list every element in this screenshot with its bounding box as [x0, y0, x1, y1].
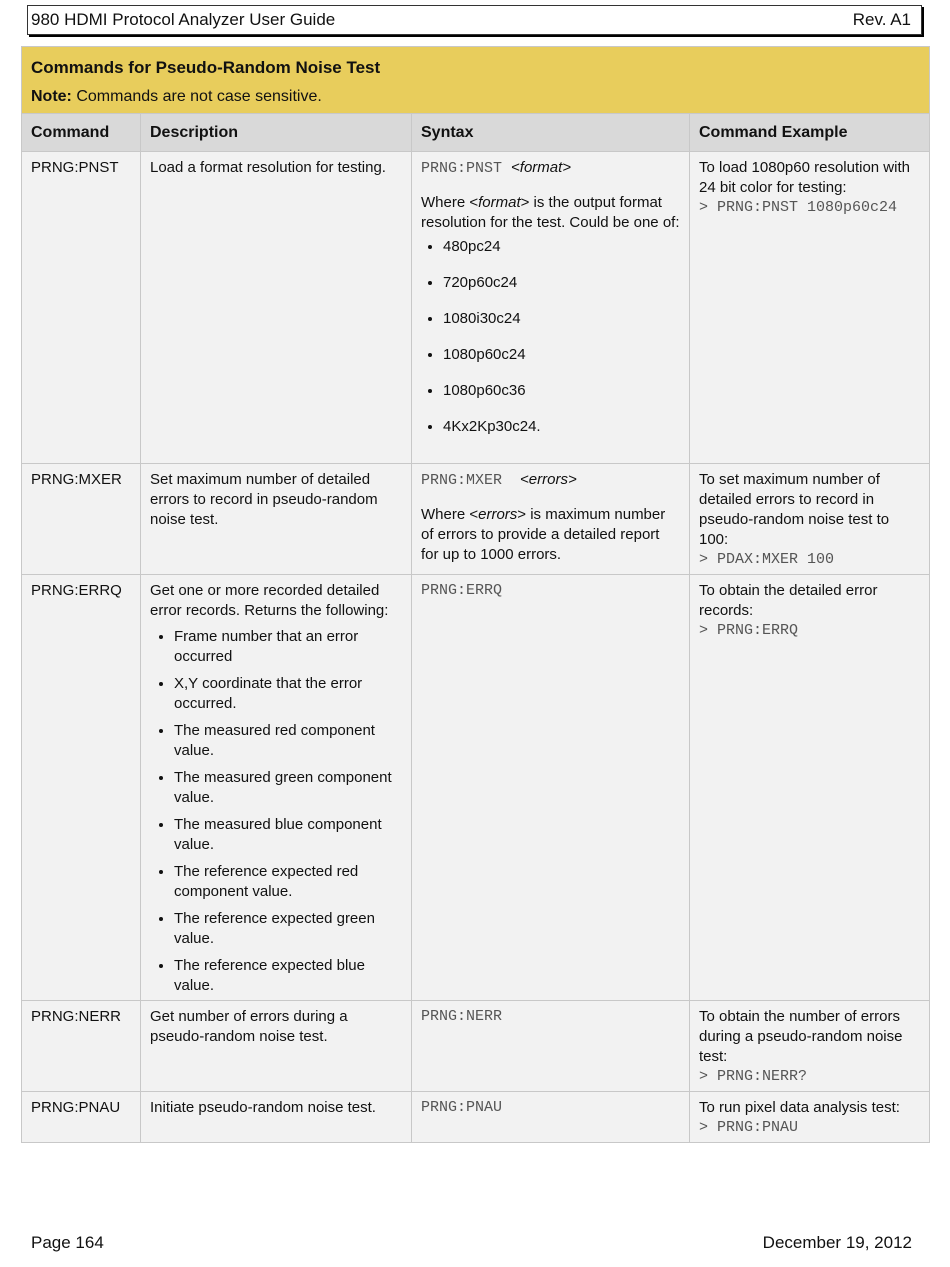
list-item: • Frame number that an error occurred — [174, 627, 402, 667]
command-cell: PRNG:MXER — [22, 464, 141, 575]
example-code: > PRNG:NERR? — [699, 1068, 808, 1085]
example-text: To run pixel data analysis test: — [699, 1099, 900, 1116]
example-cell — [690, 575, 930, 1001]
command-cell: PRNG:PNAU — [22, 1092, 141, 1143]
syntax-code: PRNG:PNST — [421, 160, 512, 177]
syntax-cell — [412, 575, 690, 1001]
example-code: > PRNG:PNAU — [699, 1119, 799, 1136]
table-row — [22, 575, 930, 1001]
example-cell — [690, 1092, 930, 1143]
example-text: To obtain the number of errors during a pseudo-random noise test: — [699, 1008, 903, 1065]
syntax-code: PRNG:ERRQ — [421, 582, 503, 599]
example-cell — [690, 1001, 930, 1092]
list-item: • The measured green component value. — [174, 768, 402, 808]
column-header-description: Description — [141, 114, 412, 152]
revision-label: Rev. A1 — [852, 10, 911, 29]
syntax-where: Where <errors> is maximum number of errors to provide a detailed report for up to 1000 errors. — [421, 506, 666, 563]
syntax-param: <errors> — [520, 471, 577, 488]
syntax-cell — [412, 152, 690, 464]
table-title: Commands for Pseudo-Random Noise Test — [31, 58, 381, 77]
command-cell: PRNG:PNST — [22, 152, 141, 464]
list-item: • The reference expected green value. — [174, 909, 402, 949]
document-title: 980 HDMI Protocol Analyzer User Guide — [31, 10, 336, 29]
description-cell: Initiate pseudo-random noise test. — [141, 1092, 412, 1143]
note-label: Note: — [31, 88, 72, 105]
footer-date: December 19, 2012 — [762, 1233, 912, 1252]
example-text: To obtain the detailed error records: — [699, 582, 878, 619]
syntax-code: PRNG:PNAU — [421, 1099, 503, 1116]
syntax-cell — [412, 1092, 690, 1143]
table-header-row — [22, 114, 930, 152]
table-row — [22, 1092, 930, 1143]
syntax-where: Where <format> is the output format resolution for the test. Could be one of: — [421, 194, 680, 231]
syntax-cell — [412, 464, 690, 575]
description-cell: Set maximum number of detailed errors to record in pseudo-random noise test. — [141, 464, 412, 575]
table-note — [31, 87, 920, 107]
column-header-syntax: Syntax — [412, 114, 690, 152]
example-text: To load 1080p60 resolution with 24 bit color for testing: — [699, 159, 910, 196]
page-number: Page 164 — [31, 1233, 104, 1252]
list-item: • 480pc24 — [443, 237, 680, 257]
description-cell: Load a format resolution for testing. — [141, 152, 412, 464]
list-item: • 1080p60c36 — [443, 381, 680, 401]
table-title-row — [22, 47, 930, 114]
list-item: • 4Kx2Kp30c24. — [443, 417, 680, 437]
command-cell: PRNG:ERRQ — [22, 575, 141, 1001]
list-item: • 1080i30c24 — [443, 309, 680, 329]
column-header-command: Command — [22, 114, 141, 152]
syntax-code: PRNG:NERR — [421, 1008, 503, 1025]
list-item: • The reference expected blue value. — [174, 956, 402, 996]
example-cell — [690, 464, 930, 575]
description-text: Get one or more recorded detailed error records. Returns the following: — [150, 582, 389, 619]
note-text: Commands are not case sensitive. — [71, 88, 322, 105]
example-code: > PRNG:ERRQ — [699, 622, 799, 639]
table-row — [22, 1001, 930, 1092]
description-cell — [141, 575, 412, 1001]
syntax-cell — [412, 1001, 690, 1092]
column-header-example: Command Example — [690, 114, 930, 152]
example-text: To set maximum number of detailed errors to record in pseudo-random noise test to 100: — [699, 471, 890, 548]
list-item: • The measured blue component value. — [174, 815, 402, 855]
document-header — [27, 5, 922, 35]
list-item: • The measured red component value. — [174, 721, 402, 761]
commands-table — [21, 46, 930, 1143]
example-code: > PRNG:PNST 1080p60c24 — [699, 199, 898, 216]
list-item: • 720p60c24 — [443, 273, 680, 293]
command-cell: PRNG:NERR — [22, 1001, 141, 1092]
list-item: • 1080p60c24 — [443, 345, 680, 365]
returns-list — [150, 627, 402, 996]
table-row — [22, 464, 930, 575]
list-item: • X,Y coordinate that the error occurred. — [174, 674, 402, 714]
example-cell — [690, 152, 930, 464]
description-cell: Get number of errors during a pseudo-random noise test. — [141, 1001, 412, 1092]
list-item: • The reference expected red component value. — [174, 862, 402, 902]
syntax-code: PRNG:MXER — [421, 472, 521, 489]
table-row — [22, 152, 930, 464]
format-list — [421, 237, 680, 437]
syntax-param: <format> — [511, 159, 572, 176]
example-code: > PDAX:MXER 100 — [699, 551, 835, 568]
